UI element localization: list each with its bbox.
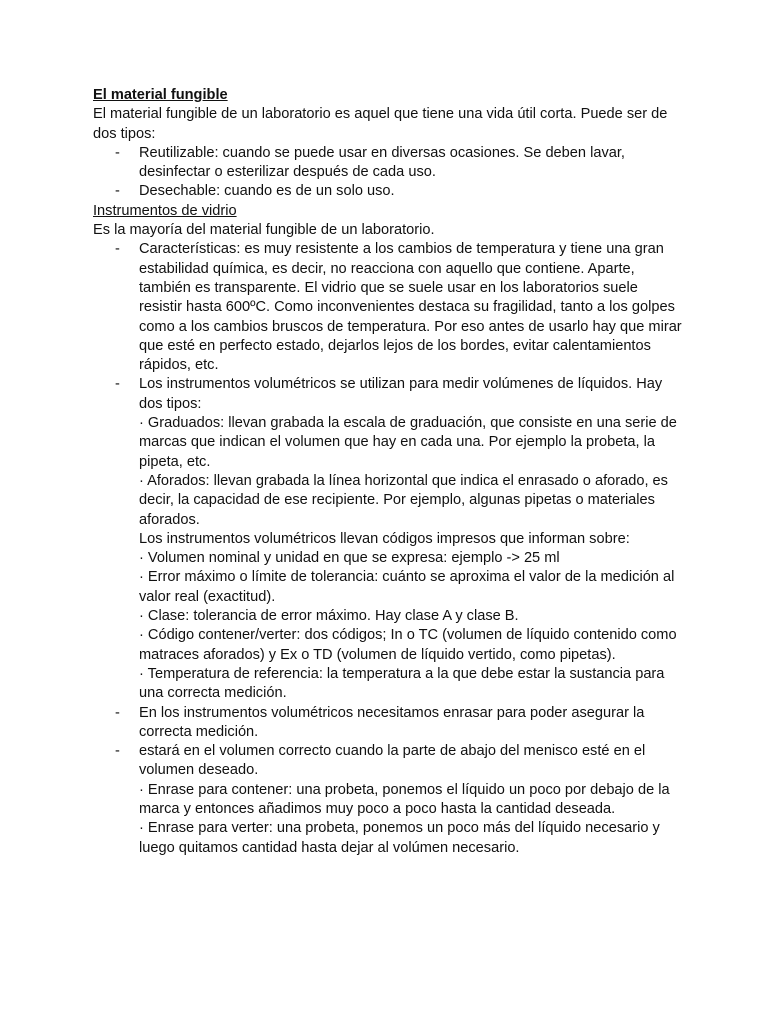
list-item-enrasar: - En los instrumentos volumétricos necesitamos enrasar para poder asegurar la correcta medición. [93, 704, 683, 743]
list-item-reutilizable: - Reutilizable: cuando se puede usar en diversas ocasiones. Se deben lavar, desinfectar o esterilizar después de cada uso. [93, 144, 683, 183]
list-instrumentos-vidrio [93, 240, 683, 858]
section-intro-material-fungible: El material fungible de un laboratorio es aquel que tiene una vida útil corta. Puede ser de dos tipos: [93, 106, 668, 142]
enrase-verter: · Enrase para verter: una probeta, ponemos un poco más del líquido necesario y luego quitamos cantidad hasta dejar al volúmen necesario. [139, 820, 660, 856]
section-title-material-fungible: El material fungible [93, 87, 228, 103]
section-title-instrumentos-vidrio: Instrumentos de vidrio [93, 202, 237, 219]
list-item-volumetricos [93, 375, 683, 703]
volumetricos-graduados: · Graduados: llevan grabada la escala de graduación, que consiste en una serie de marcas que indican el volumen que hay en cada una. Por ejemplo la probeta, la pipeta, etc. [139, 415, 677, 470]
enrase-contener: · Enrase para contener: una probeta, ponemos el líquido un poco por debajo de la marca y entonces añadimos muy poco a poco hasta la cantidad deseada. [139, 781, 670, 817]
volumetricos-aforados: · Aforados: llevan grabada la línea horizontal que indica el enrasado o aforado, es decir, la capacidad de ese recipiente. Por ejemplo, algunas pipetas o materiales aforados. [139, 472, 668, 528]
list-item-menisco [93, 742, 683, 858]
code-volumen-nominal: · Volumen nominal y unidad en que se expresa: ejemplo -> 25 ml [139, 550, 560, 567]
code-clase: · Clase: tolerancia de error máximo. Hay clase A y clase B. [139, 608, 519, 625]
code-temperatura-referencia: · Temperatura de referencia: la temperatura a la que debe estar la sustancia para una correcta medición. [139, 665, 665, 702]
menisco-intro: - estará en el volumen correcto cuando la parte de abajo del menisco esté en el volumen deseado. [139, 743, 646, 779]
volumetricos-codes-intro: Los instrumentos volumétricos llevan códigos impresos que informan sobre: [139, 530, 630, 547]
list-item-caracteristicas: - Características: es muy resistente a los cambios de temperatura y tiene una gran estabilidad química, es decir, no reacciona con aquello que contiene. Aparte, también es transparente. El vidrio que se suele usar en los laboratorios suele resistir hasta 600ºC. Como inconvenientes destaca su fragilidad, tanto a los golpes como a los cambios bruscos de temperatura. Por eso antes de usarlo hay que mirar que esté en perfecto estado, dejarlos lejos de los bordes, evitar calentamientos rápidos, etc. [93, 240, 683, 375]
list-tipos-material [93, 144, 683, 202]
section-intro-instrumentos-vidrio: Es la mayoría del material fungible de un laboratorio. [93, 222, 435, 239]
list-item-desechable: - Desechable: cuando es de un solo uso. [93, 182, 683, 201]
volumetricos-intro: - Los instrumentos volumétricos se utilizan para medir volúmenes de líquidos. Hay dos tipos: [139, 376, 663, 412]
document-page [93, 86, 683, 858]
code-error-maximo: · Error máximo o límite de tolerancia: cuánto se aproxima el valor de la medición al valor real (exactitud). [139, 569, 675, 605]
code-contener-verter: · Código contener/verter: dos códigos; In o TC (volumen de líquido contenido como matraces aforados) y Ex o TD (volumen de líquido vertido, como pipetas). [139, 627, 677, 663]
